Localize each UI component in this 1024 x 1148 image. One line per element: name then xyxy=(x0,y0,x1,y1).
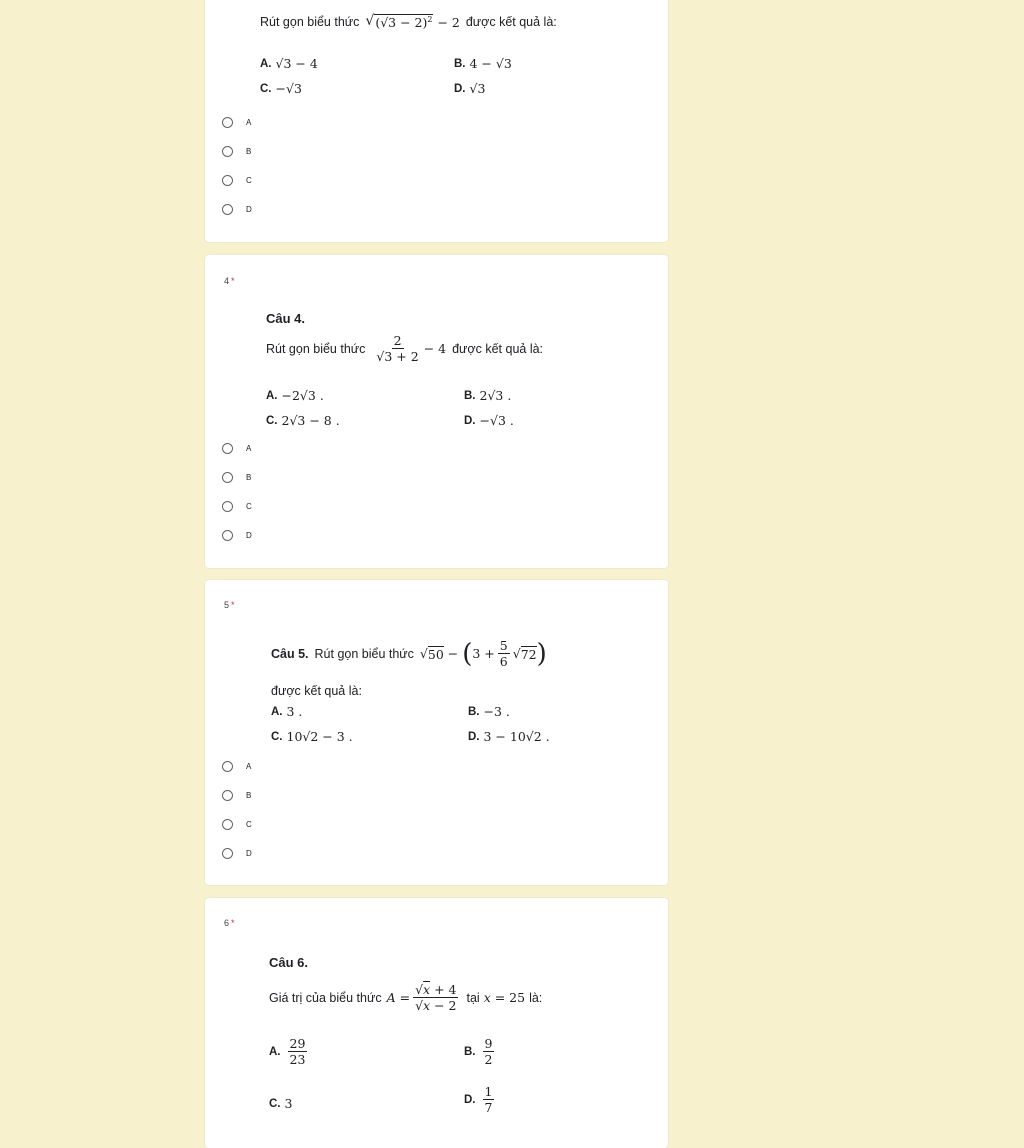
question-card-4 xyxy=(205,255,668,568)
option-a: A. √3 − 4 xyxy=(260,56,318,71)
option-c: C. 3 xyxy=(269,1096,293,1111)
radio-circle-icon[interactable] xyxy=(222,501,233,512)
radio-option-b[interactable]: B xyxy=(222,472,251,483)
question-title: Câu 4. xyxy=(266,311,306,326)
question-title: Câu 5. xyxy=(271,646,309,661)
radio-option-d[interactable]: D xyxy=(222,204,252,215)
question-number: 4 * xyxy=(224,276,235,286)
radio-circle-icon[interactable] xyxy=(222,472,233,483)
radio-circle-icon[interactable] xyxy=(222,819,233,830)
radio-circle-icon[interactable] xyxy=(222,443,233,454)
math-expression: A = $\frac{√x + 4}{√x - 2}$ xyxy=(386,982,457,1013)
option-a: A. 3 . xyxy=(271,704,303,719)
option-c: C. −√3 xyxy=(260,81,302,96)
option-d: D. −√3 . xyxy=(464,413,514,428)
option-c: C. 10√2 − 3 . xyxy=(271,729,353,744)
required-asterisk: * xyxy=(231,600,235,610)
radio-circle-icon[interactable] xyxy=(222,761,233,772)
question-card-3 xyxy=(205,0,668,242)
question-card-6 xyxy=(205,898,668,1148)
question-stem: Rút gọn biểu thức $\frac{2}{√3 + 2}$ − 4 được kết quả là: xyxy=(266,333,544,364)
question-stem: Giá trị của biểu thức A = $\frac{√x + 4}{√x - 2}$ tại x = 25 là: xyxy=(269,982,543,1013)
required-asterisk: * xyxy=(231,276,235,286)
radio-option-a[interactable]: A xyxy=(222,761,251,772)
radio-option-a[interactable]: A xyxy=(222,117,251,128)
option-b: B. 4 − √3 xyxy=(454,56,512,71)
option-a: A. −2√3 . xyxy=(266,388,324,403)
option-d: D. $\frac{1}{7}$ xyxy=(464,1084,493,1115)
radio-circle-icon[interactable] xyxy=(222,175,233,186)
radio-circle-icon[interactable] xyxy=(222,204,233,215)
math-expression: √ $(√3 - 2)^2$ − 2 xyxy=(365,13,460,31)
radio-option-c[interactable]: C xyxy=(222,819,252,830)
radio-circle-icon[interactable] xyxy=(222,848,233,859)
question-stem: Câu 5. Rút gọn biểu thức √ 50 − ( 3 + $\frac{5}{6}$ √ 72 ) xyxy=(271,638,547,669)
option-c: C. 2√3 − 8 . xyxy=(266,413,340,428)
option-a: A. $\frac{29}{23}$ xyxy=(269,1036,306,1067)
math-expression: √ 50 − ( 3 + $\frac{5}{6}$ √ 72 ) xyxy=(419,638,547,669)
radio-option-b[interactable]: B xyxy=(222,146,251,157)
radio-circle-icon[interactable] xyxy=(222,530,233,541)
radio-option-d[interactable]: D xyxy=(222,530,252,541)
required-asterisk: * xyxy=(231,918,235,928)
radio-option-b[interactable]: B xyxy=(222,790,251,801)
radio-circle-icon[interactable] xyxy=(222,117,233,128)
option-b: B. −3 . xyxy=(468,704,510,719)
radio-option-c[interactable]: C xyxy=(222,175,252,186)
question-stem-line2: được kết quả là: xyxy=(271,684,362,698)
radio-circle-icon[interactable] xyxy=(222,790,233,801)
radio-circle-icon[interactable] xyxy=(222,146,233,157)
radio-option-c[interactable]: C xyxy=(222,501,252,512)
question-stem: Rút gọn biểu thức √ $(√3 - 2)^2$ − 2 được kết quả là: xyxy=(260,13,557,31)
question-number: 5 * xyxy=(224,600,235,610)
question-title: Câu 6. xyxy=(269,955,309,970)
math-expression: $\frac{2}{√3 + 2}$ − 4 xyxy=(376,333,447,364)
option-b: B. $\frac{9}{2}$ xyxy=(464,1036,493,1067)
radio-option-a[interactable]: A xyxy=(222,443,251,454)
radio-option-d[interactable]: D xyxy=(222,848,252,859)
option-b: B. 2√3 . xyxy=(464,388,512,403)
question-card-5 xyxy=(205,580,668,885)
option-d: D. 3 − 10√2 . xyxy=(468,729,550,744)
question-number: 6 * xyxy=(224,918,235,928)
option-d: D. √3 xyxy=(454,81,486,96)
